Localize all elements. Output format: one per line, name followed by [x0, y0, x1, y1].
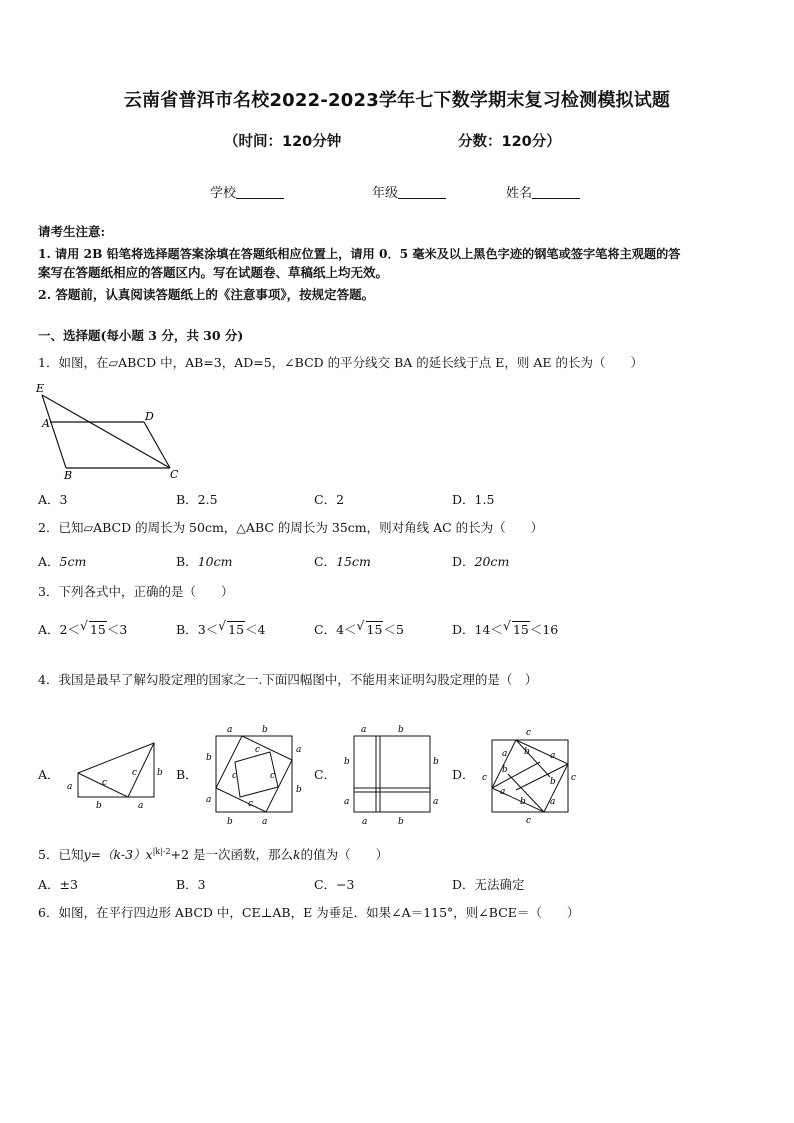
grade-field: [372, 182, 446, 201]
q1-option-b: B．2.5: [176, 492, 218, 507]
q2-stem: 2．已知▱ABCD 的周长为 50cm，△ABC 的周长为 35cm，则对角线 AC 的长为（ ）: [38, 520, 544, 535]
svg-text:c: c: [102, 778, 108, 788]
svg-text:a: a: [227, 725, 233, 735]
q4-figure-b: [200, 722, 310, 827]
q1-option-c: C．2: [314, 492, 345, 507]
exam-score: 分数：120分）: [458, 134, 561, 150]
q3-stem: 3．下列各式中，正确的是（ ）: [38, 584, 234, 599]
svg-text:a: a: [67, 782, 73, 792]
svg-text:a: a: [502, 749, 508, 759]
svg-text:a: a: [344, 797, 350, 807]
svg-text:a: a: [433, 797, 439, 807]
grade-blank: [398, 186, 446, 199]
q1-label-a: A: [42, 417, 50, 430]
q4-option-a: A．: [38, 767, 60, 782]
name-blank: [532, 186, 580, 199]
svg-text:a: a: [262, 817, 268, 827]
q5-option-b: B．3: [176, 877, 206, 892]
svg-text:a: a: [206, 795, 212, 805]
q4-figure-d: [478, 722, 584, 828]
q1-label-c: C: [170, 468, 179, 480]
notice-line-3: 2. 答题前，认真阅读答题纸上的《注意事项》，按规定答题。: [38, 287, 375, 302]
svg-text:b: b: [550, 777, 556, 787]
svg-text:b: b: [398, 725, 404, 735]
svg-text:c: c: [571, 773, 577, 783]
q3-option-b: B．3＜ √ 15＜4: [176, 618, 266, 637]
section-heading: 一、选择题(每小题 3 分，共 30 分): [38, 328, 244, 343]
q1-figure: [30, 380, 190, 480]
q3-option-a: A．2＜ √ 15＜3: [38, 618, 128, 637]
q1-option-d: D．1.5: [452, 492, 495, 507]
svg-text:b: b: [96, 801, 102, 810]
q1-stem: 1．如图，在▱ABCD 中，AB=3，AD=5，∠BCD 的平分线交 BA 的延长线于点 E，则 AE 的长为（ ）: [38, 355, 643, 370]
grade-label: 年级: [372, 186, 399, 201]
q2-option-b: B．10cm: [176, 554, 233, 569]
svg-text:b: b: [344, 757, 350, 767]
school-field: [210, 182, 284, 201]
svg-text:a: a: [361, 725, 367, 735]
q4-option-b: B．: [176, 767, 198, 782]
exam-title: 云南省普洱市名校2022-2023学年七下数学期末复习检测模拟试题: [123, 90, 671, 111]
svg-text:a: a: [500, 787, 506, 797]
svg-text:c: c: [232, 771, 238, 781]
svg-text:b: b: [433, 757, 439, 767]
name-field: [506, 182, 580, 201]
svg-text:a: a: [138, 801, 144, 810]
q2-option-c: C．15cm: [314, 554, 371, 569]
notice-line-2: 案写在答题纸相应的答题区内。写在试题卷、草稿纸上均无效。: [38, 265, 389, 280]
svg-text:c: c: [482, 773, 488, 783]
q1-label-b: B: [64, 469, 73, 480]
svg-text:c: c: [255, 745, 261, 755]
school-blank: [236, 186, 284, 199]
svg-text:c: c: [270, 771, 276, 781]
svg-text:c: c: [526, 728, 532, 738]
notice-line-1: 1. 请用 2B 铅笔将选择题答案涂填在答题纸相应位置上，请用 0．5 毫米及以上黑色字迹的钢笔或签字笔将主观题的答: [38, 247, 681, 261]
q5-option-d: D．无法确定: [452, 877, 525, 892]
q5-option-a: A．±3: [38, 877, 78, 892]
svg-text:b: b: [206, 753, 212, 763]
q3-option-c: C．4＜ √ 15＜5: [314, 618, 404, 637]
q5-stem: 5．已知$y=(k-3)x^{|k|-2}+2$ 是一次函数，那么k的值为（ ）: [38, 847, 389, 863]
svg-text:b: b: [227, 817, 233, 827]
q3-option-d: D．14＜ √ 15＜16: [452, 618, 559, 637]
q5-option-c: C．−3: [314, 877, 355, 892]
q4-stem: 4．我国是最早了解勾股定理的国家之一.下面四幅图中，不能用来证明勾股定理的是（ ）: [38, 672, 538, 687]
q2-option-d: D．20cm: [452, 554, 510, 569]
q4-figure-c: [340, 720, 450, 828]
school-label: 学校: [210, 186, 237, 201]
svg-text:a: a: [550, 797, 556, 807]
svg-text:a: a: [296, 745, 302, 755]
q6-stem: 6．如图，在平行四边形 ABCD 中，CE⊥AB，E 为垂足．如果∠A＝115°，则∠BCE＝（ ）: [38, 905, 580, 920]
q2-option-a: A．5cm: [38, 554, 87, 569]
svg-text:b: b: [157, 768, 163, 778]
notice-heading: 请考生注意:: [38, 224, 106, 239]
svg-text:b: b: [262, 725, 268, 735]
svg-text:b: b: [524, 747, 530, 757]
svg-text:c: c: [132, 768, 138, 778]
q1-label-e: E: [36, 382, 45, 395]
svg-text:a: a: [362, 817, 368, 827]
name-label: 姓名: [506, 186, 533, 201]
svg-text:b: b: [398, 817, 404, 827]
q4-figure-a: [62, 735, 168, 810]
svg-text:b: b: [502, 765, 508, 775]
q4-option-c: C．: [314, 767, 337, 782]
svg-text:c: c: [526, 816, 532, 826]
q1-label-d: D: [145, 410, 154, 423]
q1-option-a: A．3: [38, 492, 68, 507]
svg-text:b: b: [296, 785, 302, 795]
q4-option-d: D．: [452, 767, 475, 782]
svg-text:b: b: [520, 797, 526, 807]
exam-time: （时间：120分钟: [224, 134, 342, 150]
svg-text:c: c: [248, 799, 254, 809]
svg-text:a: a: [550, 751, 556, 761]
